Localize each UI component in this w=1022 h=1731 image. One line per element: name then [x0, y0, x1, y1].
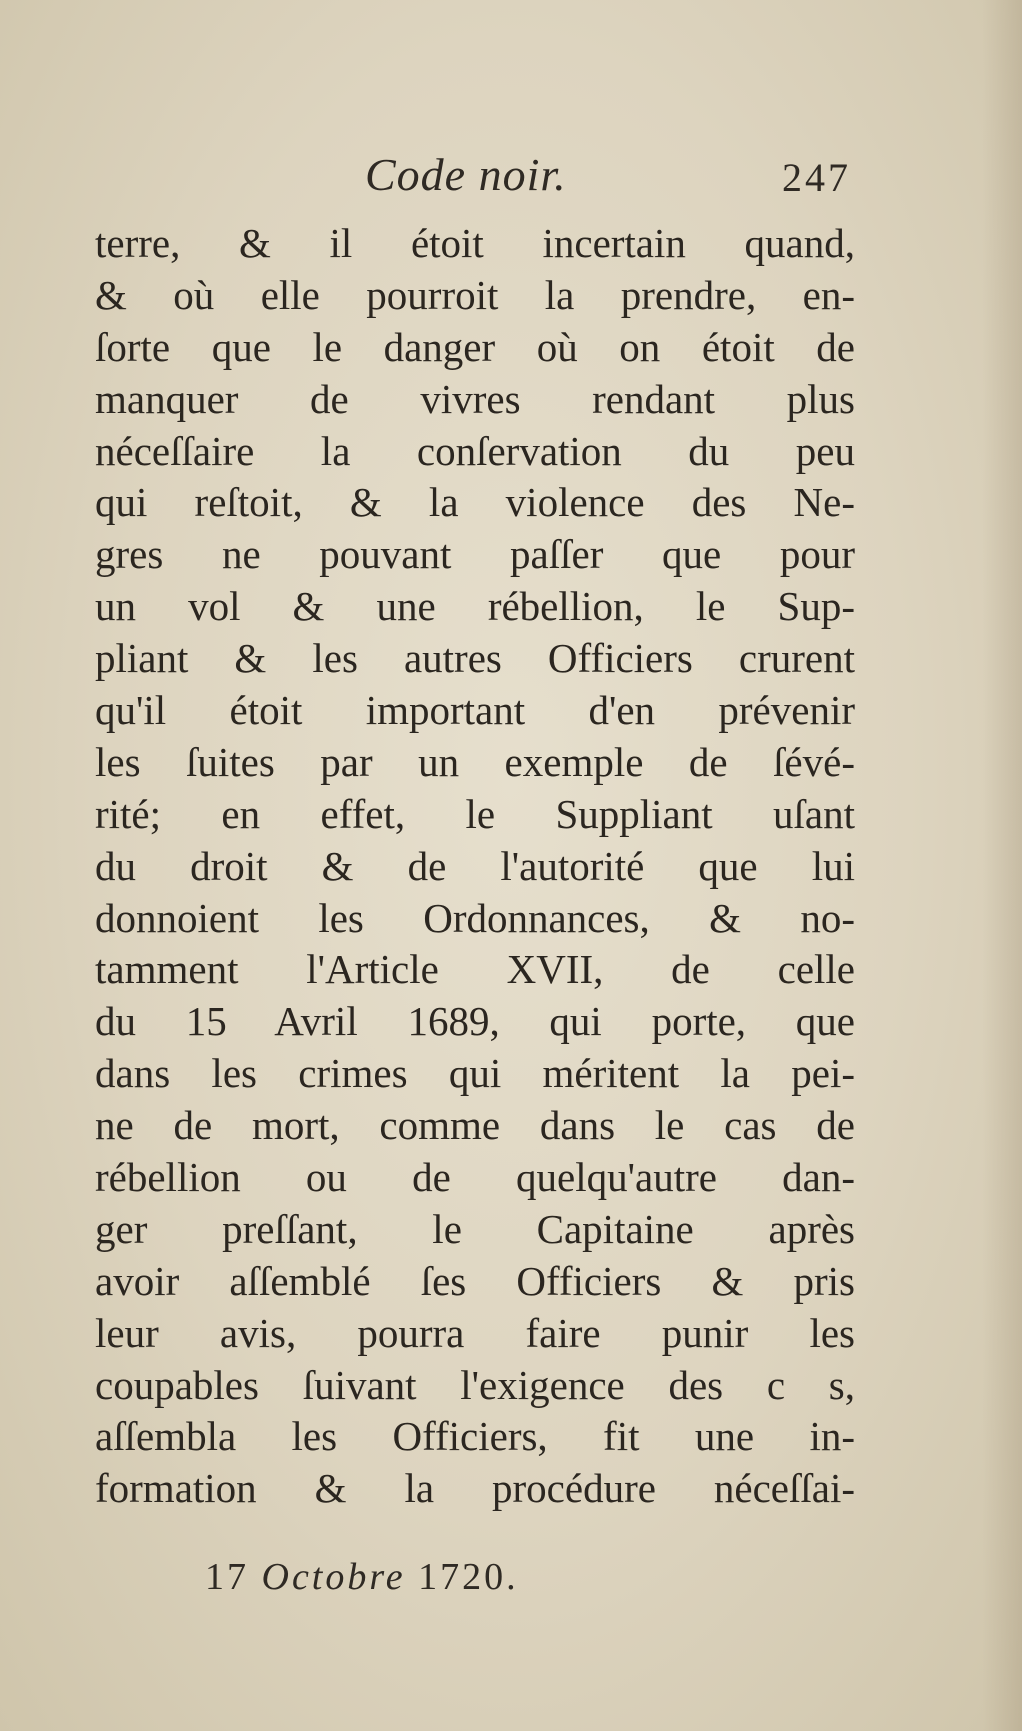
text-line: avoir aſſemblé ſes Officiers & pris: [95, 1257, 855, 1304]
text-line: coupables ſuivant l'exigence des c s,: [95, 1361, 855, 1408]
text-line: du 15 Avril 1689, qui porte, que: [95, 998, 855, 1045]
date-year: 1720.: [418, 1556, 519, 1598]
page-edge-shadow: [982, 0, 1022, 1731]
marginal-date: [205, 1555, 519, 1599]
text-line: les ſuites par un exemple de ſévé-: [95, 738, 855, 785]
body-text: [95, 218, 855, 1515]
text-line: néceſſaire la conſervation du peu: [95, 427, 855, 474]
text-line: ger preſſant, le Capitaine après: [95, 1205, 855, 1252]
text-line: manquer de vivres rendant plus: [95, 375, 855, 422]
text-line: gres ne pouvant paſſer que pour: [95, 531, 855, 578]
text-line: tamment l'Article XVII, de celle: [95, 946, 855, 993]
text-line: qui reſtoit, & la violence des Ne-: [95, 479, 855, 526]
text-line: leur avis, pourra faire punir les: [95, 1309, 855, 1356]
text-line: formation & la procédure néceſſai-: [95, 1465, 855, 1512]
text-line: aſſembla les Officiers, fit une in-: [95, 1413, 855, 1460]
running-title: Code noir.: [365, 149, 567, 200]
text-line: terre, & il étoit incertain quand,: [95, 220, 855, 266]
text-line: un vol & une rébellion, le Sup-: [95, 583, 855, 630]
text-line: ne de mort, comme dans le cas de: [95, 1102, 855, 1149]
page-number: 247: [782, 155, 851, 200]
text-line: dans les crimes qui méritent la pei-: [95, 1050, 855, 1097]
text-line: rébellion ou de quelqu'autre dan-: [95, 1154, 855, 1201]
text-line: & où elle pourroit la prendre, en-: [95, 271, 855, 318]
running-head: [95, 148, 855, 208]
text-line: qu'il étoit important d'en prévenir: [95, 687, 855, 734]
date-day: 17: [205, 1556, 249, 1598]
text-line: rité; en effet, le Suppliant uſant: [95, 790, 855, 837]
date-month: Octobre: [261, 1556, 406, 1598]
text-line: du droit & de l'autorité que lui: [95, 842, 855, 889]
text-line: pliant & les autres Officiers crurent: [95, 635, 855, 682]
text-line: ſorte que le danger où on étoit de: [95, 323, 855, 370]
text-line: donnoient les Ordonnances, & no-: [95, 894, 855, 941]
